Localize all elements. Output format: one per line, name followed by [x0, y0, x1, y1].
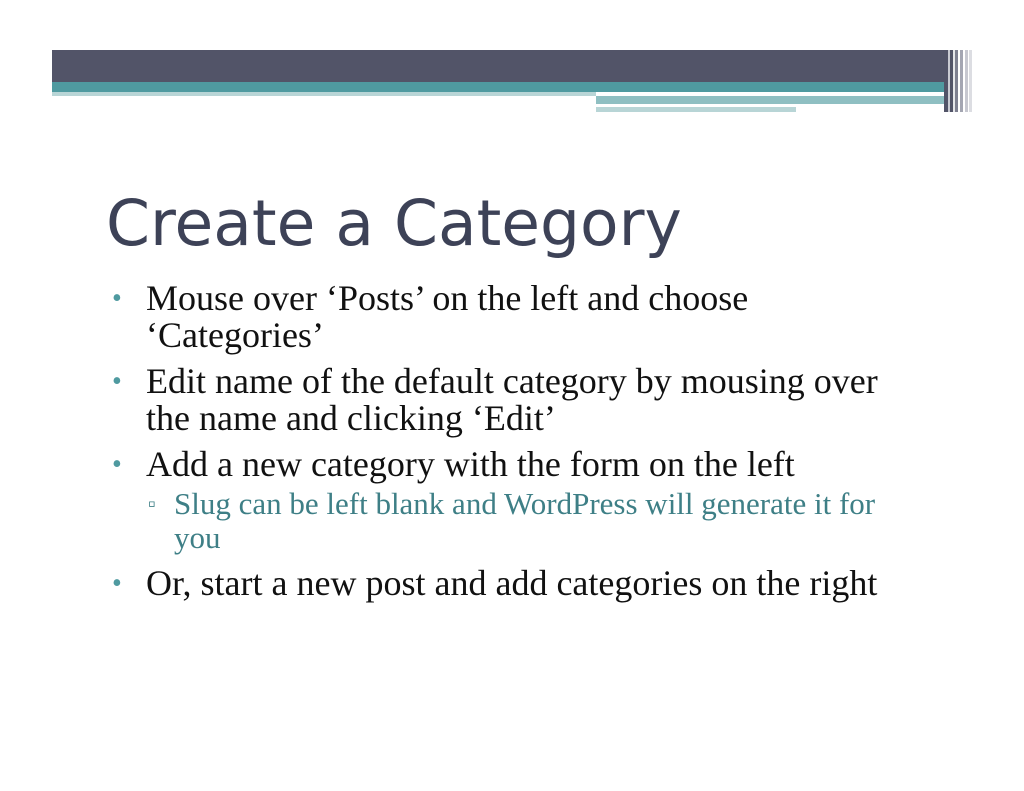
bullet-item — [110, 565, 910, 602]
header-light-bar-short — [596, 107, 796, 112]
bullet-item — [110, 446, 910, 483]
header-end-stripes — [944, 50, 972, 112]
bullet-marker-icon: • — [112, 366, 122, 397]
bullet-item — [110, 280, 910, 354]
bullet-text: Edit name of the default category by mousing over the name and clicking ‘Edit’ — [146, 361, 878, 438]
header-light-bar-right — [596, 96, 956, 104]
sub-bullet-text: Slug can be left blank and WordPress will generate it for you — [174, 486, 876, 555]
bullet-text: Mouse over ‘Posts’ on the left and choose ‘Categories’ — [146, 278, 749, 355]
bullet-marker-icon: • — [112, 283, 122, 314]
bullet-list — [110, 280, 910, 611]
header-teal-bar — [52, 82, 948, 92]
bullet-text: Or, start a new post and add categories on the right — [146, 563, 878, 603]
sub-bullet-marker-icon: ▫ — [148, 491, 156, 516]
sub-bullet-item — [110, 487, 910, 555]
header-light-bar — [52, 92, 596, 96]
bullet-item — [110, 363, 910, 437]
bullet-marker-icon: • — [112, 568, 122, 599]
slide-title: Create a Category — [106, 187, 682, 260]
bullet-text: Add a new category with the form on the left — [146, 444, 795, 484]
bullet-marker-icon: • — [112, 449, 122, 480]
header-dark-bar — [52, 50, 948, 82]
